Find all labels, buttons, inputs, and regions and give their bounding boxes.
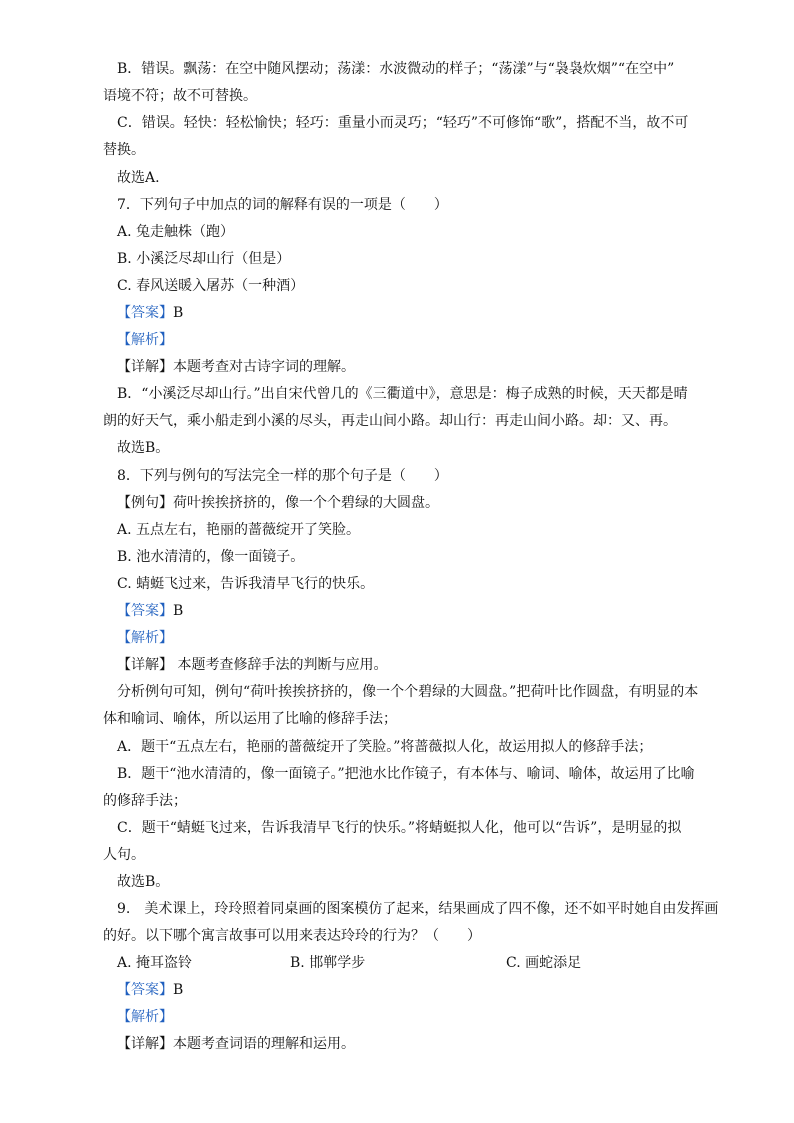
text-line: 体和喻词、喻体，所以运用了比喻的修辞手法； xyxy=(103,711,397,727)
text-line: 朗的好天气，乘小船走到小溪的尽头，再走山间小路。却山行：再走山间小路。却：又、再。 xyxy=(103,413,677,429)
detail-line: 【详解】 本题考查修辞手法的判断与应用。 xyxy=(117,657,388,673)
text-line: 故选B。 xyxy=(117,874,170,890)
text-line: A．题干“五点左右，艳丽的蔷薇绽开了笑脸。”将蔷薇拟人化，故运用拟人的修辞手法； xyxy=(117,739,653,755)
option-c: C. 蜻蜓飞过来，告诉我清早飞行的快乐。 xyxy=(117,576,375,592)
option-b: B. 池水清清的，像一面镜子。 xyxy=(117,549,305,565)
text-line: 语境不符；故不可替换。 xyxy=(103,88,257,104)
analysis-line xyxy=(117,628,173,648)
text-line: C．错误。轻快：轻松愉快；轻巧：重量小而灵巧；“轻巧”不可修饰“歌”，搭配不当，故不可 xyxy=(117,115,689,131)
answer-value: B xyxy=(173,982,184,998)
text-line: 的好。以下哪个寓言故事可以用来表达玲玲的行为？（ ） xyxy=(103,928,481,944)
text-line: C．题干“蜻蜓飞过来，告诉我清早飞行的快乐。”将蜻蜓拟人化，他可以“告诉”，是明显的拟 xyxy=(117,820,682,836)
option-c: C. 画蛇添足 xyxy=(506,955,582,971)
answer-line xyxy=(117,303,183,323)
text-line: B．题干“池水清清的，像一面镜子。”把池水比作镜子，有本体与、喻词、喻体，故运用了比喻 xyxy=(117,766,695,782)
answer-value: B xyxy=(173,603,184,619)
answer-line xyxy=(117,980,183,1000)
analysis-line xyxy=(117,1007,173,1027)
answer-tag: 【答案】 xyxy=(117,982,173,998)
text-line: 故选A. xyxy=(117,170,160,186)
text-line: 人句。 xyxy=(103,847,145,863)
detail-line: 【详解】本题考查对古诗字词的理解。 xyxy=(117,359,355,375)
answer-tag: 【答案】 xyxy=(117,305,173,321)
option-b: B. 邯郸学步 xyxy=(290,955,366,971)
option-a: A. 掩耳盗铃 xyxy=(117,955,193,971)
answer-line xyxy=(117,601,183,621)
question-stem: 7．下列句子中加点的词的解释有误的一项是（ ） xyxy=(117,197,448,213)
question-stem: 9. 美术课上，玲玲照着同桌画的图案模仿了起来，结果画成了四不像，还不如平时她自由发挥画 xyxy=(117,901,719,917)
detail-line: 【详解】本题考查词语的理解和运用。 xyxy=(117,1036,355,1052)
answer-value: B xyxy=(173,305,184,321)
text-line: B．“小溪泛尽却山行。”出自宋代曾几的《三衢道中》，意思是：梅子成熟的时候，天天都是晴 xyxy=(117,386,688,402)
example-sentence: 【例句】荷叶挨挨挤挤的，像一个个碧绿的大圆盘。 xyxy=(117,495,439,511)
option-a: A. 五点左右，艳丽的蔷薇绽开了笑脸。 xyxy=(117,522,361,538)
answer-tag: 【答案】 xyxy=(117,603,173,619)
analysis-tag: 【解析】 xyxy=(117,1009,173,1025)
text-line: 分析例句可知，例句“荷叶挨挨挤挤的，像一个个碧绿的大圆盘。”把荷叶比作圆盘，有明显的本 xyxy=(117,684,699,700)
text-line: 的修辞手法； xyxy=(103,793,187,809)
text-line: 故选B。 xyxy=(117,440,170,456)
analysis-tag: 【解析】 xyxy=(117,332,173,348)
question-stem: 8．下列与例句的写法完全一样的那个句子是（ ） xyxy=(117,468,448,484)
option-a: A. 兔走触株（跑） xyxy=(117,224,235,240)
analysis-tag: 【解析】 xyxy=(117,630,173,646)
text-line: B．错误。飘荡：在空中随风摆动；荡漾：水波微动的样子；“荡漾”与“袅袅炊烟”“在空中” xyxy=(117,61,675,77)
text-line: 替换。 xyxy=(103,142,145,158)
option-c: C. 春风送暖入屠苏（一种酒） xyxy=(117,278,305,294)
option-b: B. 小溪泛尽却山行（但是） xyxy=(117,251,291,267)
analysis-line xyxy=(117,330,173,350)
